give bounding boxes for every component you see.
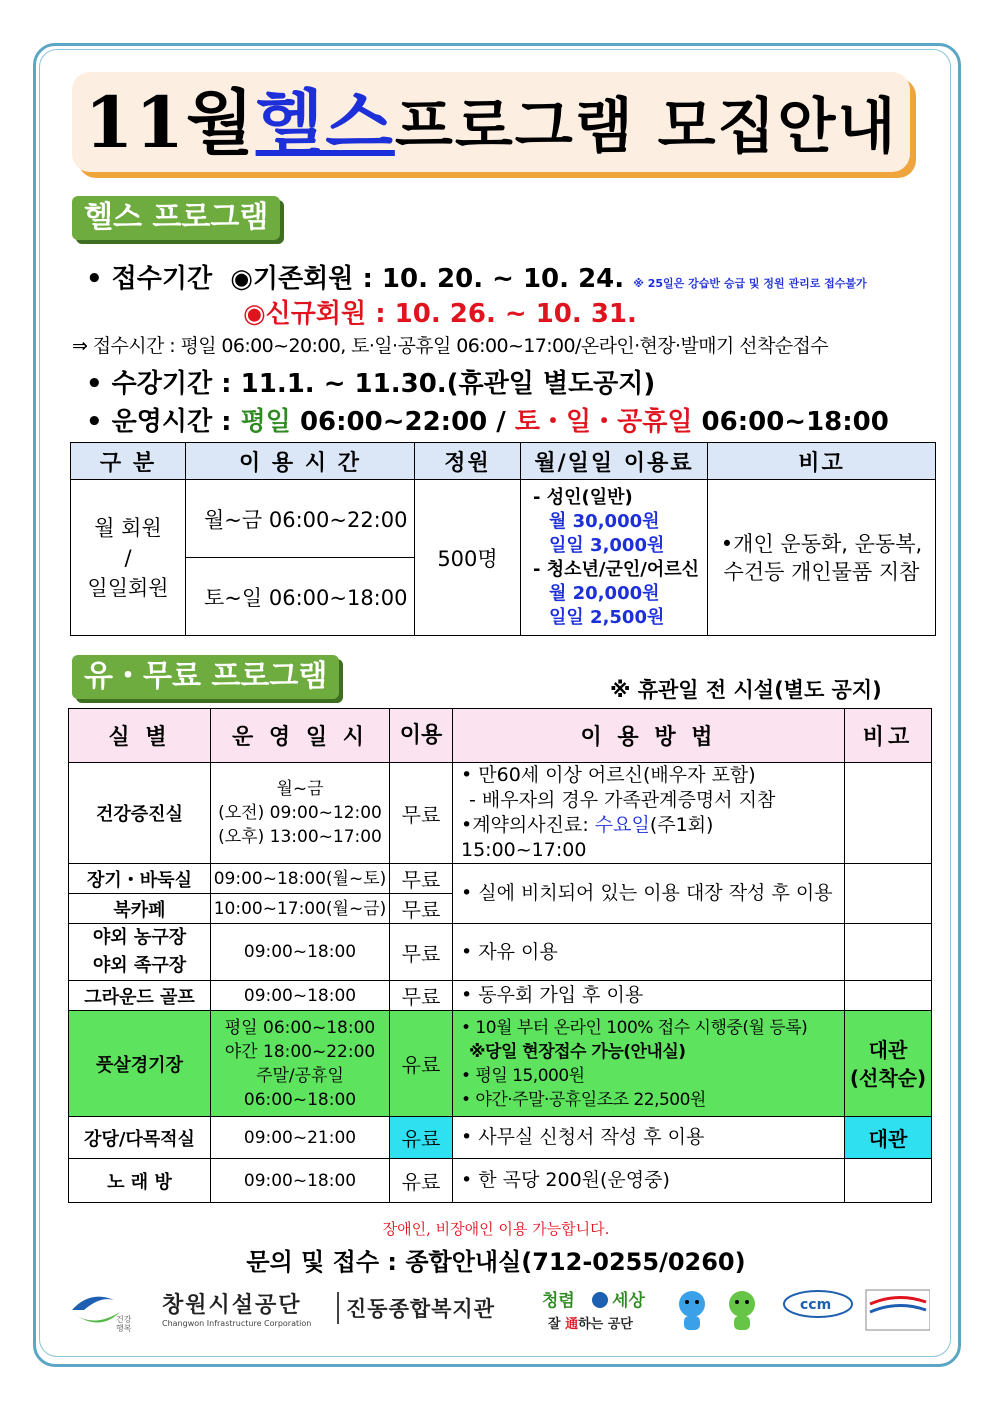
schedule-health (211, 763, 390, 864)
schedule-line: 월~금 (276, 779, 324, 799)
slogan-tagline (548, 1316, 633, 1332)
table-row (69, 1117, 932, 1159)
fee-outdoor: 무료 (390, 924, 453, 981)
note-health (845, 763, 932, 864)
org-name-en: Changwon Infrastructure Corporation (162, 1319, 312, 1328)
note-line-2: 수건등 개인물품 지참 (723, 559, 920, 584)
certification-badge-icon (866, 1290, 930, 1330)
method-karaoke: • 한 곡당 200원(운영중) (453, 1159, 845, 1203)
header-method: 이 용 방 법 (453, 709, 845, 763)
category-daily: 일일회원 (87, 575, 169, 600)
slogan-c: 하는 공단 (578, 1317, 633, 1332)
reception-hours: ⇒ 접수시간 : 평일 06:00~20:00, 토·일·공휴일 06:00~17:00/온라인·현장·발매기 선착순접수 (72, 335, 828, 357)
schedule-karaoke: 09:00~18:00 (211, 1159, 390, 1203)
first-come-label: (선착순) (849, 1065, 927, 1090)
weekday-label: 평일 (240, 407, 291, 437)
slogan-b: 通 (565, 1317, 579, 1332)
course-period: • 수강기간 : 11.1. ~ 11.30.(휴관일 별도공지) (86, 369, 656, 399)
schedule-bookcafe: 10:00~17:00(월~금) (211, 894, 390, 924)
note-auditorium: 대관 (845, 1117, 932, 1159)
method-line: • 만60세 이상 어르신(배우자 포함) (461, 764, 756, 786)
schedule-line: 06:00~18:00 (243, 1089, 357, 1110)
fee-health: 무료 (390, 763, 453, 864)
fee-auditorium: 유료 (390, 1117, 453, 1159)
title-rest: 프로그램 모집안내 (394, 92, 898, 162)
table-row (71, 480, 936, 558)
method-line: • 야간·주말·공휴일조조 22,500원 (461, 1089, 706, 1110)
schedule-ground-golf: 09:00~18:00 (211, 981, 390, 1011)
fee-youth-label: - 청소년/군인/어르신 (533, 558, 699, 580)
fee-baduk: 무료 (390, 864, 453, 894)
schedule-outdoor: 09:00~18:00 (211, 924, 390, 981)
schedule-baduk: 09:00~18:00(월~토) (211, 864, 390, 894)
contact-info: 문의 및 접수 : 종합안내실(712-0255/0260) (246, 1248, 746, 1276)
title-highlight: 헬스 (255, 82, 395, 164)
header-usage: 이용 (390, 709, 453, 763)
header-room: 실 별 (69, 709, 211, 763)
method-futsal (453, 1011, 845, 1117)
bring-items-note (708, 480, 936, 636)
method-auditorium: • 사무실 신청서 작성 후 이용 (453, 1117, 845, 1159)
table-header-row (69, 709, 932, 763)
note-baduk (845, 864, 932, 924)
header-capacity: 정원 (415, 443, 521, 480)
header-usage-time: 이 용 시 간 (186, 443, 415, 480)
member-category (71, 480, 186, 636)
room-basketball: 야외 농구장 (92, 927, 187, 948)
room-outdoor (69, 924, 211, 981)
note-karaoke (845, 1159, 932, 1203)
org-name: 창원시설공단 (162, 1293, 302, 1318)
header-category: 구 분 (71, 443, 186, 480)
facility-table (68, 708, 932, 1203)
room-futsal: 풋살경기장 (69, 1011, 211, 1117)
method-health (453, 763, 845, 864)
note-ground-golf (845, 981, 932, 1011)
header-schedule: 운 영 일 시 (211, 709, 390, 763)
fee-youth-daily: 일일 2,500원 (549, 606, 665, 628)
method-ground-golf: • 동우회 가입 후 이용 (453, 981, 845, 1011)
room-karaoke: 노 래 방 (69, 1159, 211, 1203)
existing-member-note: ※ 25일은 강습반 승급 및 정원 관리로 접수불가 (633, 277, 867, 290)
swirl-logo-icon (72, 1297, 120, 1323)
fee-adult-monthly: 월 30,000원 (549, 510, 660, 532)
slogan-honest: 청렴 (542, 1291, 575, 1311)
weekday-usage-time: 월~금 06:00~22:00 (186, 480, 415, 558)
mascot-green-icon (729, 1291, 755, 1330)
health-section-label: 헬스 프로그램 (72, 196, 280, 240)
note-line-1: •개인 운동화, 운동복, (720, 531, 923, 556)
weekend-label: 토・일・공휴일 (514, 407, 693, 437)
table-row (69, 924, 932, 981)
table-header-row (71, 443, 936, 480)
fee-futsal: 유료 (390, 1011, 453, 1117)
operating-hours-label: • 운영시간 : (86, 407, 232, 437)
weekend-time: 06:00~18:00 (701, 407, 889, 437)
room-bookcafe: 북카페 (69, 894, 211, 924)
slogan-world: 세상 (612, 1291, 645, 1311)
note-futsal (845, 1011, 932, 1117)
fee-ground-golf: 무료 (390, 981, 453, 1011)
schedule-line: 평일 06:00~18:00 (224, 1017, 376, 1038)
table-row (69, 1011, 932, 1117)
method-text: •계약의사진료: (461, 814, 595, 836)
branch-name: 진동종합복지관 (346, 1297, 496, 1321)
method-line: ※당일 현장접수 가능(안내실) (469, 1041, 686, 1062)
title-month: 11월 (84, 81, 256, 164)
accessibility-note: 장애인, 비장애인 이용 가능합니다. (382, 1220, 610, 1238)
header-note: 비고 (845, 709, 932, 763)
mascot-blue-icon (679, 1291, 705, 1330)
method-baduk-bookcafe: • 실에 비치되어 있는 이용 대장 작성 후 이용 (453, 864, 845, 924)
method-line: • 10월 부터 온라인 100% 접수 시행중(월 등록) (461, 1017, 808, 1038)
method-line (461, 813, 844, 863)
room-ground-golf: 그라운드 골프 (69, 981, 211, 1011)
room-baduk: 장기・바둑실 (69, 864, 211, 894)
slogan-a: 잘 (548, 1317, 566, 1332)
footer-logos (70, 1288, 930, 1332)
ccm-text: ccm (800, 1297, 832, 1313)
fee-youth-monthly: 월 20,000원 (549, 582, 660, 604)
method-outdoor: • 자유 이용 (453, 924, 845, 981)
new-member-period: ◉신규회원 : 10. 26. ~ 10. 31. (243, 299, 637, 329)
method-text: (주1회) 15:00~17:00 (461, 814, 714, 861)
closed-day-note: ※ 휴관일 전 시설(별도 공지) (610, 678, 882, 702)
category-monthly: 월 회원 (94, 515, 162, 540)
room-health: 건강증진실 (69, 763, 211, 864)
fee-adult-daily: 일일 3,000원 (549, 534, 665, 556)
registration-label: • 접수기간 (86, 264, 213, 294)
title-banner (72, 72, 910, 172)
header-note: 비고 (708, 443, 936, 480)
table-row (69, 864, 932, 894)
logo-small-text-1: 건강 (116, 1315, 132, 1324)
fee-adult-label: - 성인(일반) (533, 486, 633, 508)
weekend-usage-time: 토~일 06:00~18:00 (186, 558, 415, 636)
method-line: - 배우자의 경우 가족관계증명서 지참 (469, 789, 776, 811)
method-line: • 평일 15,000원 (461, 1065, 585, 1086)
header-fee: 월/일일 이용료 (521, 443, 708, 480)
health-fee-table (70, 442, 936, 636)
rental-label: 대관 (868, 1037, 908, 1062)
free-section-label: 유・무료 프로그램 (72, 655, 339, 699)
slogan-globe-icon (592, 1292, 608, 1308)
weekday-time: 06:00~22:00 / (299, 407, 506, 437)
logo-small-text-2: 행복 (116, 1324, 132, 1333)
ccm-logo-icon (784, 1291, 852, 1317)
registration-line (86, 258, 867, 295)
schedule-futsal (211, 1011, 390, 1117)
existing-member-period: ◉기존회원 : 10. 20. ~ 10. 24. (230, 264, 625, 294)
category-slash: / (124, 545, 132, 570)
schedule-line: (오후) 13:00~17:00 (218, 827, 382, 847)
table-row (69, 763, 932, 864)
schedule-line: (오전) 09:00~12:00 (218, 803, 382, 823)
table-row (69, 1159, 932, 1203)
fee-karaoke: 유료 (390, 1159, 453, 1203)
schedule-line: 야간 18:00~22:00 (224, 1041, 376, 1062)
table-row (69, 981, 932, 1011)
footer-logo-strip (70, 1288, 930, 1338)
schedule-line: 주말/공휴일 (256, 1065, 344, 1086)
wednesday-text: 수요일 (594, 814, 650, 836)
fee-list (521, 480, 708, 636)
note-outdoor (845, 924, 932, 981)
capacity-value: 500명 (415, 480, 521, 636)
room-auditorium: 강당/다목적실 (69, 1117, 211, 1159)
operating-hours (86, 401, 889, 438)
room-jokgu: 야외 족구장 (92, 955, 187, 976)
fee-bookcafe: 무료 (390, 894, 453, 924)
schedule-auditorium: 09:00~21:00 (211, 1117, 390, 1159)
page-title (72, 80, 910, 170)
